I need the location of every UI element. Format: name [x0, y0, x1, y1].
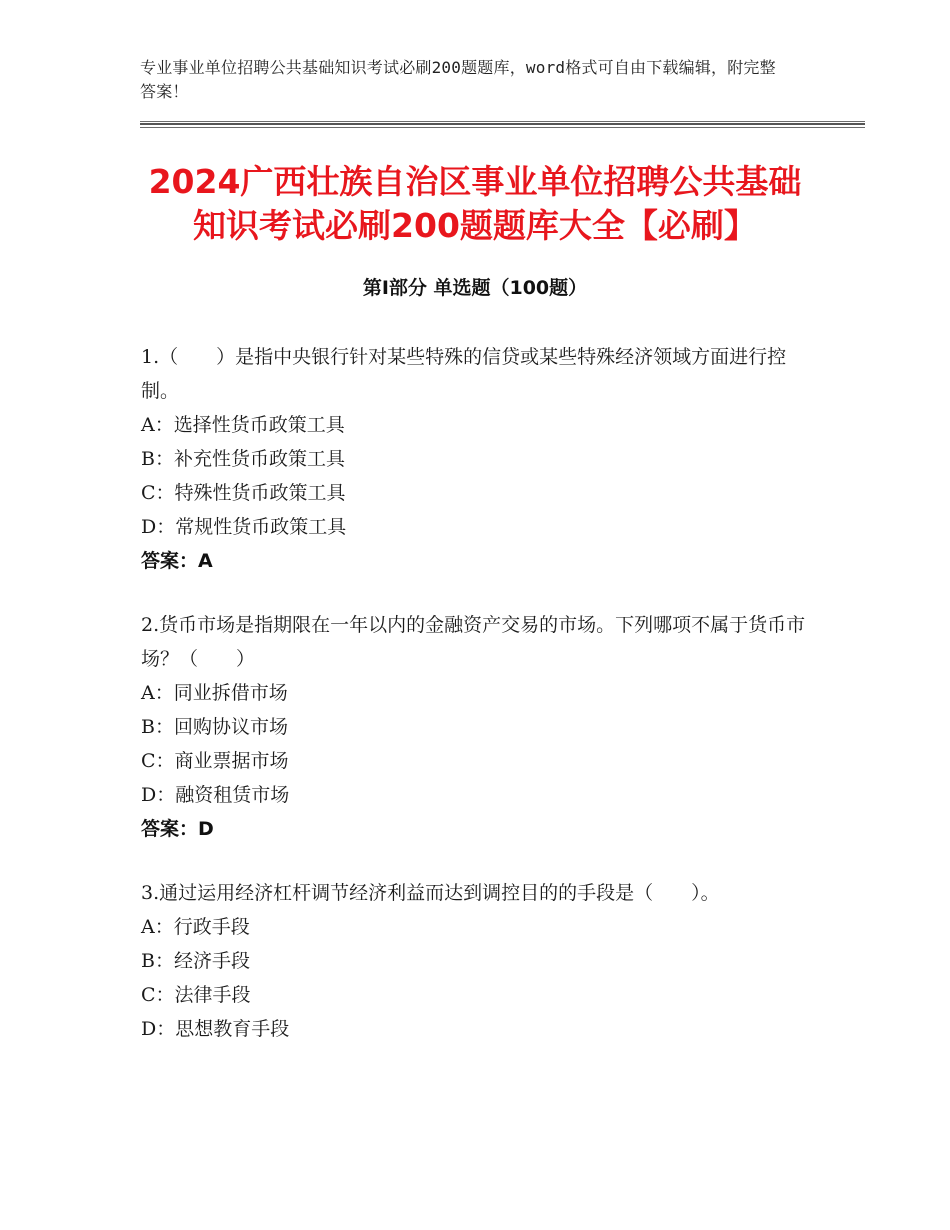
document-title: [100, 160, 850, 248]
option-c: C：商业票据市场: [141, 750, 289, 772]
option-b: B：补充性货币政策工具: [141, 448, 345, 470]
option-d: D：思想教育手段: [141, 1018, 290, 1040]
question-3: [141, 876, 811, 1046]
header-note: 专业事业单位招聘公共基础知识考试必刷200题题库，word格式可自由下载编辑，附完整答案！: [140, 58, 776, 101]
header-divider-bottom: [140, 127, 865, 128]
question-stem: 1.（ ）是指中央银行针对某些特殊的信贷或某些特殊经济领域方面进行控制。: [141, 346, 787, 402]
header-divider-top: [140, 121, 865, 122]
option-b: B：回购协议市场: [141, 716, 288, 738]
document-title-line-1: 2024广西壮族自治区事业单位招聘公共基础: [148, 162, 802, 201]
question-1: [141, 340, 811, 578]
header-divider-middle: [140, 123, 865, 125]
option-d: D：常规性货币政策工具: [141, 516, 347, 538]
answer-label: 答案：A: [141, 550, 213, 572]
option-a: A：选择性货币政策工具: [141, 414, 345, 436]
option-c: C：法律手段: [141, 984, 251, 1006]
option-a: A：行政手段: [141, 916, 250, 938]
option-a: A：同业拆借市场: [141, 682, 288, 704]
question-stem: 3.通过运用经济杠杆调节经济利益而达到调控目的的手段是（ ）。: [141, 882, 720, 904]
answer-label: 答案：D: [141, 818, 214, 840]
question-2: [141, 608, 811, 846]
question-list: [141, 340, 811, 1076]
document-title-line-2: 知识考试必刷200题题库大全【必刷】: [193, 206, 757, 245]
question-stem: 2.货币市场是指期限在一年以内的金融资产交易的市场。下列哪项不属于货币市场？（ ）: [141, 614, 806, 670]
option-c: C：特殊性货币政策工具: [141, 482, 346, 504]
option-b: B：经济手段: [141, 950, 250, 972]
option-d: D：融资租赁市场: [141, 784, 290, 806]
section-heading: 第Ⅰ部分 单选题（100题）: [362, 277, 588, 299]
